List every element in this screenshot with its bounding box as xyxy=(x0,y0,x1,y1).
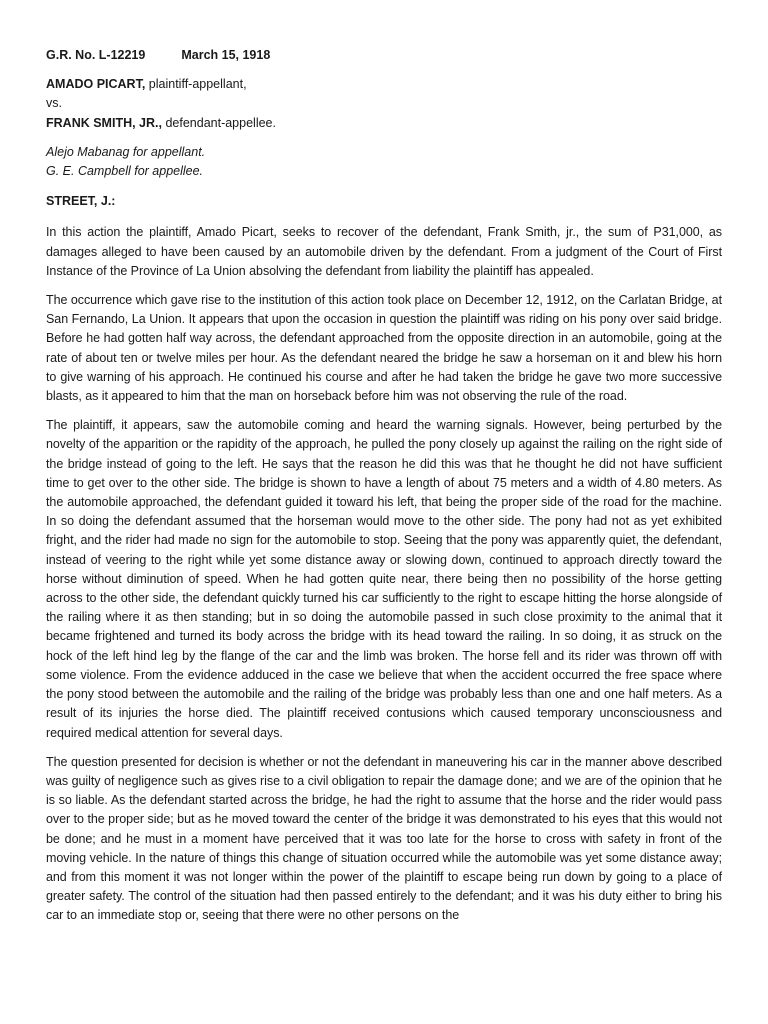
plaintiff-name: AMADO PICART, xyxy=(46,77,146,92)
plaintiff-role: plaintiff-appellant, xyxy=(145,77,247,92)
defendant-line xyxy=(46,114,722,133)
case-caption xyxy=(46,46,722,65)
versus-line: vs. xyxy=(46,96,62,111)
defendant-role: defendant-appellee. xyxy=(161,115,276,130)
body-paragraph-2: The occurrence which gave rise to the institution of this action took place on December 12, 1912, on the Carlatan Bridge, at San Fernando, La Union. It appears that upon the occasion in question the plaintiff was riding on his pony over said bridge. Before he had gotten half way across, the defendant approached from the opposite direction in an automobile, going at the rate of about ten or twelve miles per hour. As the defendant neared the bridge he saw a horseman on it and blew his horn to give warning of his approach. He continued his course and after he had taken the bridge he gave two more successive blasts, as it appeared to him that the man on horseback before him was not observing the rule of the road. xyxy=(46,293,722,404)
ponente: STREET, J.: xyxy=(46,194,116,209)
parties-block xyxy=(46,75,722,133)
body-paragraph-3: The plaintiff, it appears, saw the automobile coming and heard the warning signals. However, being perturbed by the novelty of the apparition or the rapidity of the approach, he pulled the pony closely up against the railing on the right side of the bridge instead of going to the left. He says that the reason he did this was that he thought he did not have sufficient time to get over to the other side. The bridge is shown to have a length of about 75 meters and a width of 4.80 meters. As the automobile approached, the defendant guided it toward his left, that being the proper side of the road for the machine. In so doing the defendant assumed that the horseman would move to the other side. The pony had not as yet exhibited fright, and the rider had made no sign for the automobile to stop. Seeing that the pony was apparently quiet, the defendant, instead of veering to the right while yet some distance away or slowing down, continued to approach directly toward the horse without diminution of speed. When he had gotten quite near, there being then no possibility of the horse getting across to the other side, the defendant quickly turned his car sufficiently to the right to escape hitting the horse alongside of the railing where it as then standing; but in so doing the automobile passed in such close proximity to the animal that it became frightened and turned its body across the bridge with its head toward the railing. In so doing, it as struck on the hock of the left hind leg by the flange of the car and the limb was broken. The horse fell and its rider was thrown off with some violence. From the evidence adduced in the case we believe that when the accident occurred the free space where the pony stood between the automobile and the railing of the bridge was probably less than one and one half meters. As a result of its injuries the horse died. The plaintiff received contusions which caused temporary unconsciousness and required medical attention for several days. xyxy=(46,418,722,740)
case-number: G.R. No. L-12219 xyxy=(46,48,146,62)
counsel-appellant: Alejo Mabanag for appellant. xyxy=(46,144,206,159)
counsel-block xyxy=(46,143,722,181)
defendant-name: FRANK SMITH, JR., xyxy=(46,115,162,130)
counsel-appellee: G. E. Campbell for appellee. xyxy=(46,164,204,179)
document-page xyxy=(46,46,722,926)
body-paragraph-4: The question presented for decision is whether or not the defendant in maneuvering his car in the manner above described was guilty of negligence such as gives rise to a civil obligation to repair the damage done; and we are of the opinion that he is so liable. As the defendant started across the bridge, he had the right to assume that the horse and the rider would pass over to the proper side; but as he moved toward the center of the bridge it was demonstrated to his eyes that this would not be done; and he must in a moment have perceived that it was too late for the horse to cross with safety in front of the moving vehicle. In the nature of things this change of situation occurred while the automobile was yet some distance away; and from this moment it was not longer within the power of the plaintiff to escape being run down by going to a place of greater safety. The control of the situation had then passed entirely to the defendant; and it was his duty either to bring his car to an immediate stop or, seeing that there were no other persons on the xyxy=(46,754,722,923)
plaintiff-line xyxy=(46,75,722,94)
body-paragraph-1: In this action the plaintiff, Amado Picart, seeks to recover of the defendant, Frank Smith, jr., the sum of P31,000, as damages alleged to have been caused by an automobile driven by the defendant. From a judgment of the Court of First Instance of the Province of La Union absolving the defendant from liability the plaintiff has appealed. xyxy=(46,225,722,278)
decision-date: March 15, 1918 xyxy=(181,48,271,62)
